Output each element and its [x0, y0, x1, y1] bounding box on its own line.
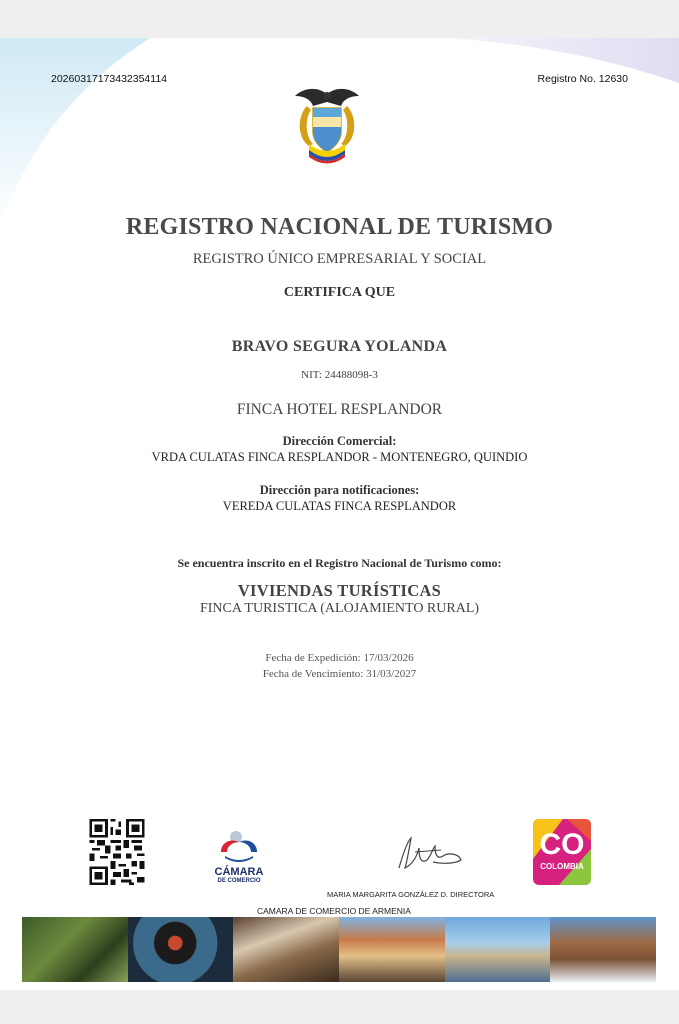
photo-colonial-street [339, 917, 445, 982]
photo-condor [128, 917, 234, 982]
notification-address-label: Dirección para notificaciones: [259, 483, 420, 497]
photo-cathedral [445, 917, 551, 982]
qr-code-icon [89, 819, 145, 885]
chamber-name: CAMARA DE COMERCIO DE ARMENIA [257, 906, 411, 916]
commercial-address: VRDA CULATAS FINCA RESPLANDOR - MONTENEGRO, QUINDIO [151, 450, 528, 464]
photo-strip [22, 917, 656, 982]
certificate-title: REGISTRO NACIONAL DE TURISMO [125, 214, 554, 240]
establishment-name: FINCA HOTEL RESPLANDOR [236, 401, 443, 418]
holder-name: BRAVO SEGURA YOLANDA [231, 338, 448, 355]
registration-number: Registro No. 12630 [537, 73, 628, 85]
certificate-page [0, 38, 679, 990]
signer-name: MARIA MARGARITA GONZÁLEZ D. DIRECTORA [327, 890, 495, 899]
registration-category: VIVIENDAS TURÍSTICAS [237, 581, 442, 600]
camara-emblem-icon [213, 828, 265, 862]
colombia-brand-logo [533, 819, 591, 885]
registration-subcategory: FINCA TURISTICA (ALOJAMIENTO RURAL) [199, 601, 480, 616]
document-id: 20260317173432354114 [51, 73, 168, 85]
certifies-heading: CERTIFICA QUE [283, 285, 396, 300]
colombia-logo-co: CO [539, 828, 585, 861]
camara-logo-title: CÁMARA [214, 866, 264, 878]
commercial-address-label: Dirección Comercial: [282, 434, 397, 448]
notification-address: VEREDA CULATAS FINCA RESPLANDOR [222, 499, 457, 513]
coat-of-arms-icon [291, 86, 363, 166]
director-signature [393, 834, 465, 874]
camara-logo-subtitle: DE COMERCIO [217, 878, 261, 884]
holder-nit: NIT: 24488098-3 [301, 369, 378, 381]
expiry-date: Fecha de Vencimiento: 31/03/2027 [262, 668, 417, 680]
colombia-logo-word: COLOMBIA [540, 862, 584, 871]
camara-de-comercio-logo [213, 828, 265, 883]
photo-forest [22, 917, 128, 982]
photo-rock-mountain [550, 917, 656, 982]
registered-as-text: Se encuentra inscrito en el Registro Nacional de Turismo como: [177, 556, 502, 570]
photo-people [233, 917, 339, 982]
issue-date: Fecha de Expedición: 17/03/2026 [265, 652, 414, 664]
certificate-subtitle: REGISTRO ÚNICO EMPRESARIAL Y SOCIAL [192, 251, 487, 267]
